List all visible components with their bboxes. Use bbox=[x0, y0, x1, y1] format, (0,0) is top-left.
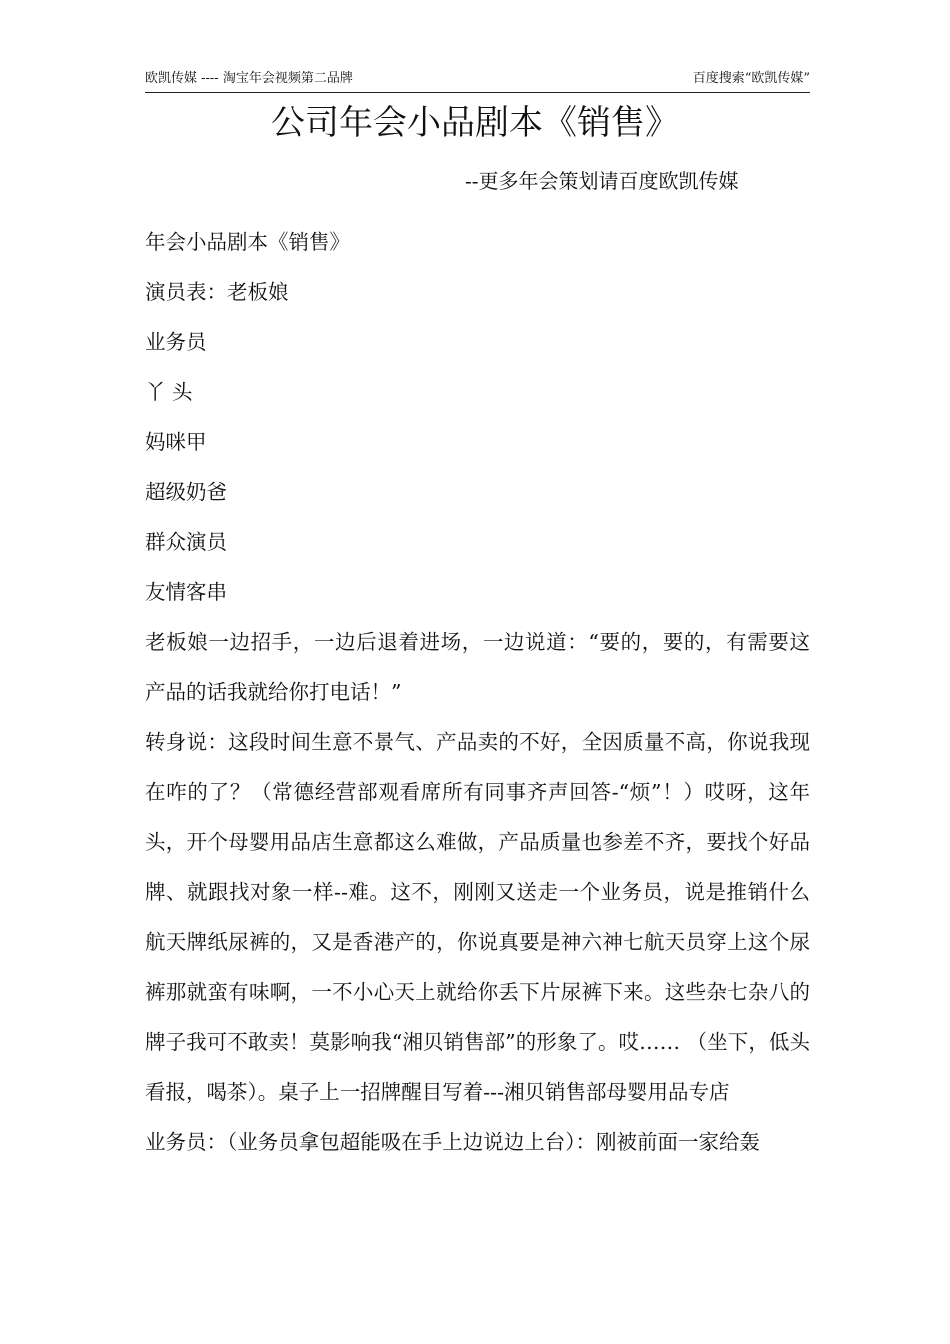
document-title: 公司年会小品剧本《销售》 bbox=[271, 103, 679, 143]
cast-list-line: 业务员 bbox=[145, 330, 207, 354]
cast-list-line: 群众演员 bbox=[145, 530, 227, 554]
header-right-text: 百度搜索“欧凯传媒” bbox=[692, 71, 810, 86]
document-body bbox=[145, 217, 810, 1167]
cast-list-line: 超级奶爸 bbox=[145, 480, 227, 504]
cast-list-line: 丫 头 bbox=[145, 380, 193, 404]
document-subtitle: --更多年会策划请百度欧凯传媒 bbox=[465, 169, 739, 193]
header-left-text: 欧凯传媒 ---- 淘宝年会视频第二品牌 bbox=[145, 71, 353, 86]
script-title-line: 年会小品剧本《销售》 bbox=[145, 230, 350, 254]
cast-list-line: 演员表：老板娘 bbox=[145, 280, 289, 304]
script-paragraph: 业务员：（业务员拿包超能吸在手上边说边上台）：刚被前面一家给轰 bbox=[145, 1130, 760, 1154]
cast-list-line: 妈咪甲 bbox=[145, 430, 207, 454]
script-paragraph: 老板娘一边招手，一边后退着进场，一边说道：“要的，要的，有需要这产品的话我就给你打电话！” bbox=[145, 630, 810, 704]
page-header bbox=[145, 70, 810, 93]
script-paragraph: 转身说：这段时间生意不景气、产品卖的不好，全因质量不高，你说我现在咋的了？（常德经营部观看席所有同事齐声回答-“烦”！）哎呀，这年头，开个母婴用品店生意都这么难做，产品质量也参差不齐，要找个好品牌、就跟找对象一样--难。这不，刚刚又送走一个业务员，说是推销什么航天牌纸尿裤的，又是香港产的，你说真要是神六神七航天员穿上这个尿裤那就蛮有味啊，一不小心天上就给你丢下片尿裤下来。这些杂七杂八的牌子我可不敢卖！莫影响我“湘贝销售部”的形象了。哎…… （坐下，低头看报，喝茶）。桌子上一招牌醒目写着---湘贝销售部母婴用品专店 bbox=[145, 730, 810, 1104]
cast-list-line: 友情客串 bbox=[145, 580, 227, 604]
